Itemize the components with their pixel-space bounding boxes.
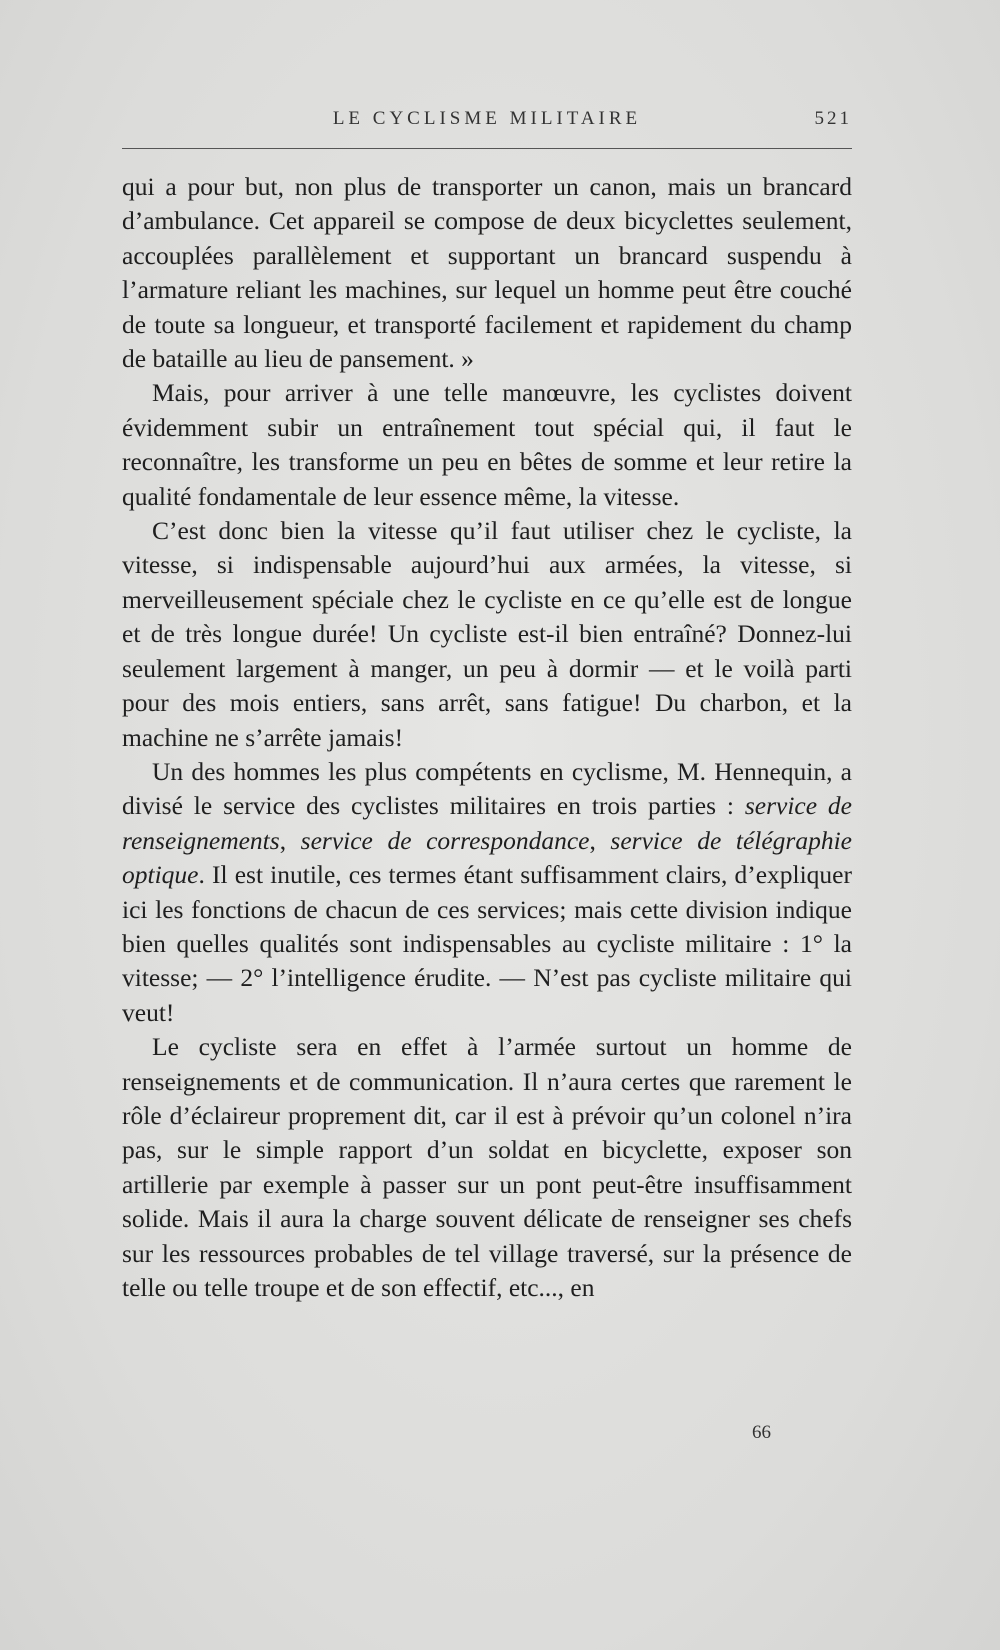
- paragraph: [122, 514, 852, 755]
- italic-text: service de télégraphie optique: [122, 825, 853, 890]
- text-run: Mais, pour arriver à une telle manœuvre, les cyclistes doivent évidemment subir un entraînement tout spécial qui, il faut le reconnaître, les transforme un peu en bêtes de somme et leur retire la qualité fondamentale de leur essence même, la vitesse.: [122, 378, 852, 511]
- text-run: Le cycliste sera en effet à l’armée surtout un homme de renseignements et de communication. Il n’aura certes que rarement le rôle d’éclaireur proprement dit, car il est à prévoir qu’un colonel n’ira pas, sur le simple rapport d’un soldat en bicyclette, exposer son artillerie par exemple à passer sur un pont peut-être insuffisamment solide. Mais il aura la charge souvent délicate de renseigner ses chefs sur les ressources probables de tel village traversé, sur la présence de telle ou telle troupe et de son effectif, etc..., en: [122, 1032, 852, 1302]
- signature-mark: 66: [752, 1422, 771, 1443]
- text-run: ,: [589, 825, 611, 855]
- paragraph: [122, 755, 852, 1030]
- running-header: [122, 108, 852, 138]
- paragraph: [122, 376, 852, 514]
- body-text: [122, 170, 852, 1305]
- text-run: ,: [279, 825, 301, 855]
- page-number: 521: [814, 108, 852, 129]
- running-title: LE CYCLISME MILITAIRE: [332, 108, 642, 129]
- paragraph: [122, 170, 852, 376]
- italic-text: service de correspondance: [300, 825, 590, 855]
- text-run: Un des hommes les plus compétents en cyclisme, M. Hennequin, a divisé le service des cyclistes militaires en trois parties :: [122, 756, 852, 821]
- paragraph: [122, 1030, 852, 1305]
- text-run: . Il est inutile, ces termes étant suffisamment clairs, d’expliquer ici les fonctions de chacun de ces services; mais cette division indique bien quelles qualités sont indispensables au cycliste militaire : 1° la vitesse; — 2° l’intelligence érudite. — N’est pas cycliste militaire qui veut!: [122, 860, 852, 1027]
- text-run: qui a pour but, non plus de transporter un canon, mais un brancard d’ambulance. Cet appareil se compose de deux bicyclettes seulement, accouplées parallèlement et supportant un brancard suspendu à l’armature reliant les machines, sur lequel un homme peut être couché de toute sa longueur, et transporté facilement et rapidement du champ de bataille au lieu de pansement. »: [122, 172, 852, 374]
- text-run: C’est donc bien la vitesse qu’il faut utiliser chez le cycliste, la vitesse, si indispensable aujourd’hui aux armées, la vitesse, si merveilleusement spéciale chez le cycliste en ce qu’elle est de longue et de très longue durée! Un cycliste est-il bien entraîné? Donnez-lui seulement largement à manger, un peu à dormir — et le voilà parti pour des mois entiers, sans arrêt, sans fatigue! Du charbon, et la machine ne s’arrête jamais!: [122, 516, 852, 752]
- header-rule: [122, 148, 852, 149]
- italic-text: service de renseignements: [122, 791, 852, 855]
